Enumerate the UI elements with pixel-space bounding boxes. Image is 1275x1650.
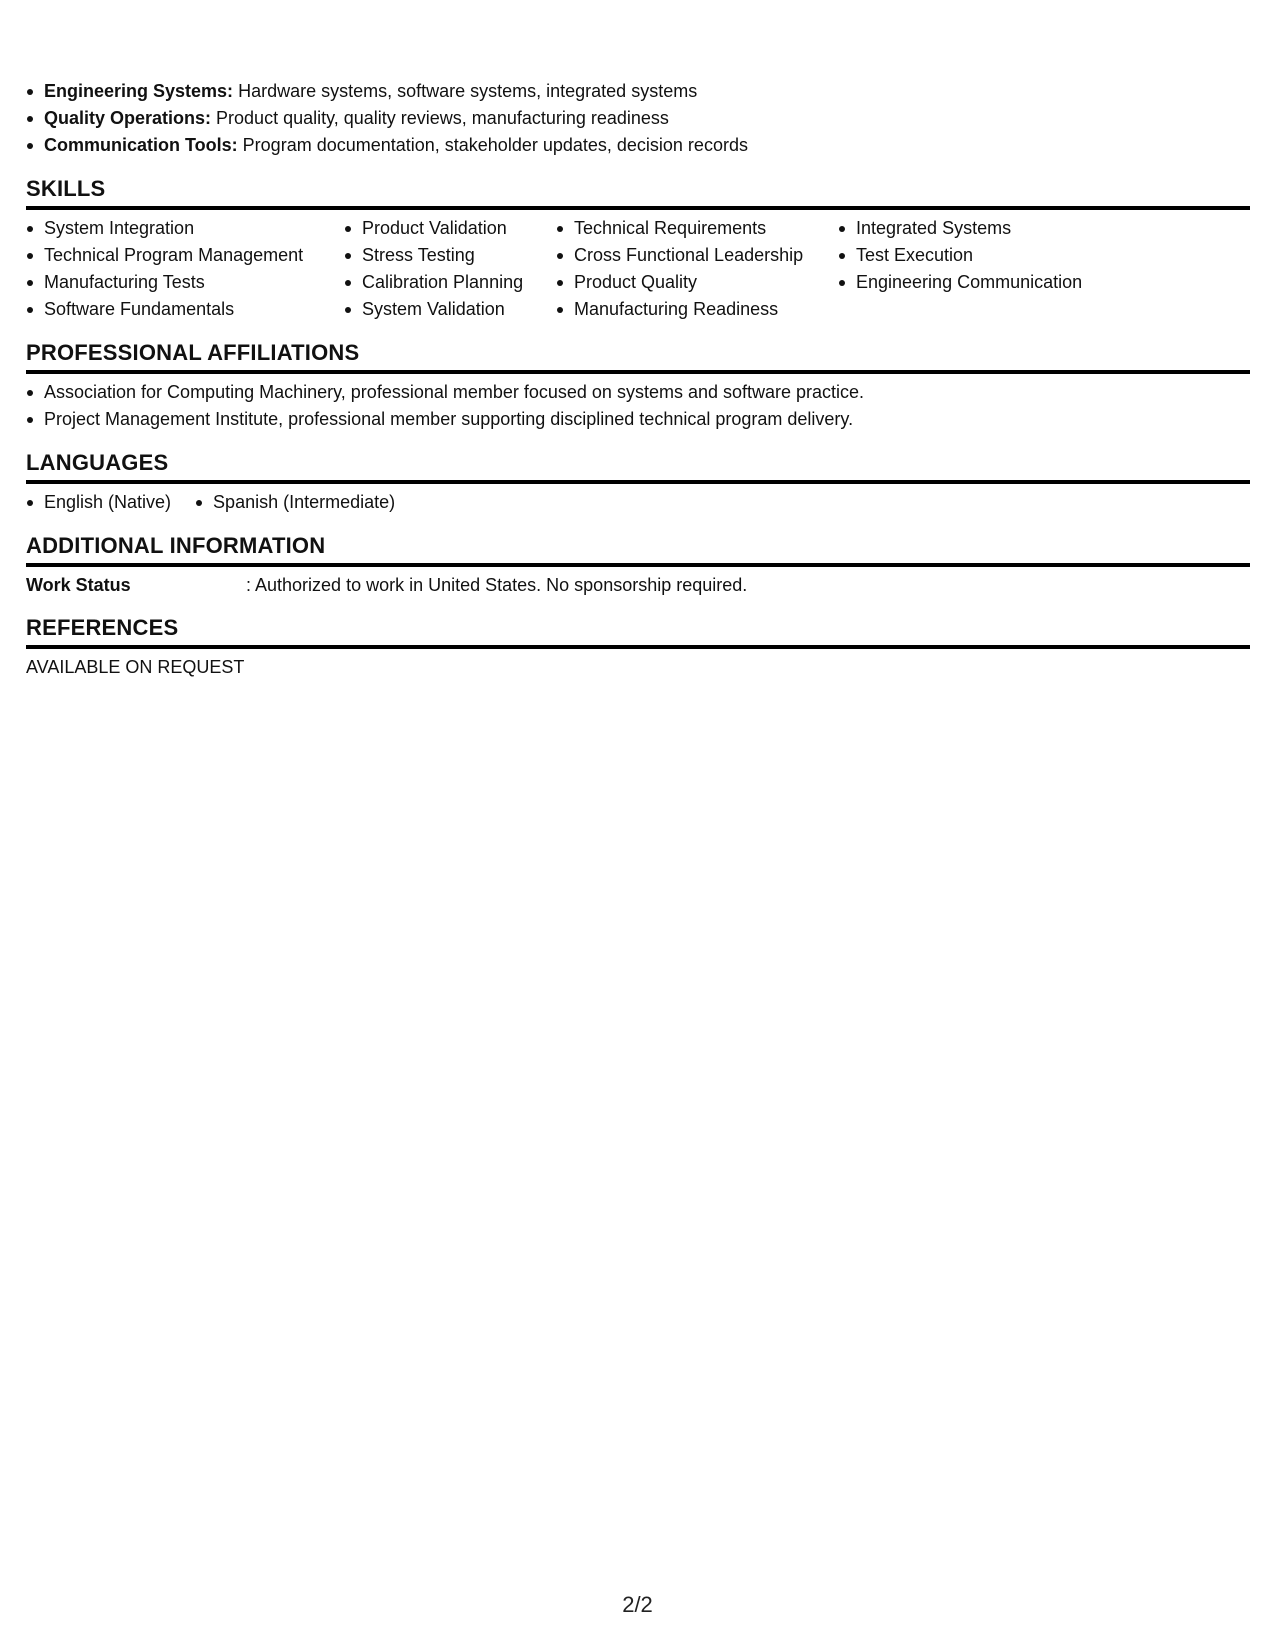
skills-column — [344, 215, 556, 323]
languages-heading: LANGUAGES — [26, 449, 1250, 484]
work-status-value: : Authorized to work in United States. No sponsorship required. — [246, 575, 748, 595]
page-number: 2/2 — [622, 1592, 653, 1617]
skills-column — [556, 215, 838, 323]
skill-item: Integrated Systems — [838, 215, 1138, 242]
skill-item: Software Fundamentals — [26, 296, 344, 323]
resume-page — [26, 78, 1250, 680]
skills-column — [26, 215, 344, 323]
skill-item: Product Validation — [344, 215, 556, 242]
work-status-label: Work Status — [26, 575, 131, 595]
affiliations-heading: PROFESSIONAL AFFILIATIONS — [26, 339, 1250, 374]
expertise-text: Program documentation, stakeholder updates, decision records — [237, 135, 748, 155]
expertise-item-quality-operations — [26, 105, 1250, 132]
language-item: English (Native) — [26, 489, 171, 516]
expertise-label: Quality Operations: — [44, 108, 212, 128]
references-text: AVAILABLE ON REQUEST — [26, 657, 245, 677]
skill-item: Product Quality — [556, 269, 838, 296]
expertise-label: Engineering Systems: — [44, 81, 234, 101]
skill-item: Cross Functional Leadership — [556, 242, 838, 269]
additional-info-heading: ADDITIONAL INFORMATION — [26, 532, 1250, 567]
expertise-label: Communication Tools: — [44, 135, 238, 155]
skills-column — [838, 215, 1138, 323]
affiliation-item: Project Management Institute, professional member supporting disciplined technical program delivery. — [26, 406, 1250, 433]
references-heading: REFERENCES — [26, 614, 1250, 649]
skill-item: System Integration — [26, 215, 344, 242]
skill-item: Engineering Communication — [838, 269, 1138, 296]
work-status-row — [26, 572, 1250, 598]
affiliation-item: Association for Computing Machinery, professional member focused on systems and software practice. — [26, 379, 1250, 406]
expertise-item-engineering-systems — [26, 78, 1250, 105]
skill-item: Technical Program Management — [26, 242, 344, 269]
skill-item: Manufacturing Readiness — [556, 296, 838, 323]
skill-item: Stress Testing — [344, 242, 556, 269]
skill-item: Technical Requirements — [556, 215, 838, 242]
skill-item: System Validation — [344, 296, 556, 323]
skill-item: Manufacturing Tests — [26, 269, 344, 296]
skill-item: Calibration Planning — [344, 269, 556, 296]
language-item: Spanish (Intermediate) — [195, 489, 395, 516]
expertise-text: Hardware systems, software systems, integrated systems — [233, 81, 698, 101]
skills-grid — [26, 215, 1250, 323]
languages-list — [26, 489, 1250, 516]
expertise-text: Product quality, quality reviews, manufacturing readiness — [211, 108, 669, 128]
expertise-list — [26, 78, 1250, 159]
expertise-item-communication-tools — [26, 132, 1250, 159]
affiliations-list — [26, 379, 1250, 433]
skills-heading: SKILLS — [26, 175, 1250, 210]
skill-item: Test Execution — [838, 242, 1138, 269]
